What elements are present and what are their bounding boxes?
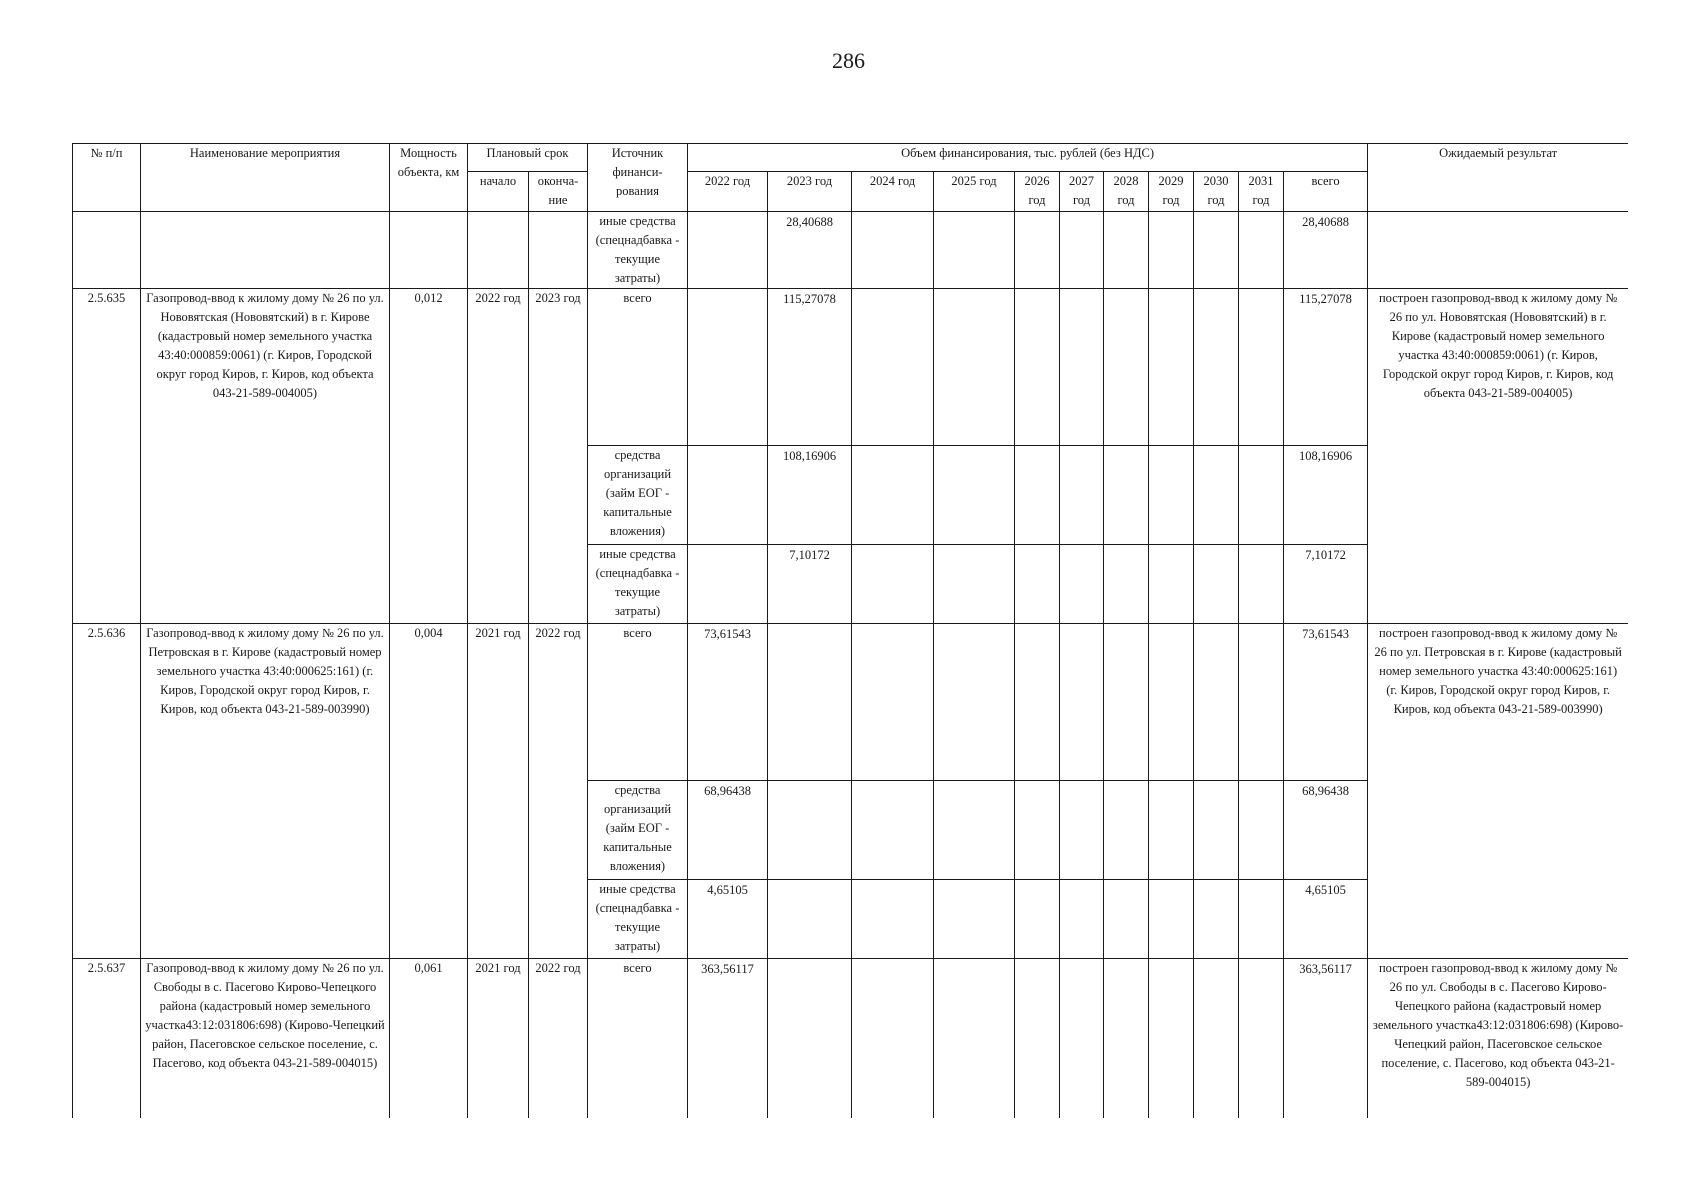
item-result: построен газопровод-ввод к жилому дому № 26 по ул. Петровская в г. Кирове (кадастровый номер земельного участка 43:40:000625:161) (г. Киров, Городской округ город Киров, г. Киров, код объекта 043-21-589-003990) xyxy=(1368,624,1628,959)
header-year-2023: 2023 год xyxy=(768,172,852,212)
item-name: Газопровод-ввод к жилому дому № 26 по ул. Нововятская (Нововятский) в г. Кирове (кадастровый номер земельного участка 43:40:000859:0061) (г. Киров, Городской округ город Киров, г. Киров, код объекта 043-21-589-004005) xyxy=(141,289,390,624)
header-result: Ожидаемый результат xyxy=(1368,144,1628,212)
header-year-2024: 2024 год xyxy=(852,172,934,212)
header-term: Плановый срок xyxy=(468,144,588,172)
value-2022: 4,65105 xyxy=(688,880,768,959)
item-name: Газопровод-ввод к жилому дому № 26 по ул. Свободы в с. Пасегово Кирово-Чепецкого района (кадастровый номер земельного участка43:12:031806:698) (Кирово-Чепецкий район, Пасеговское сельское поселение, с. Пасегово, код объекта 043-21-589-004015) xyxy=(141,959,390,1119)
header-year-2029: 2029 год xyxy=(1149,172,1194,212)
item-name: Газопровод-ввод к жилому дому № 26 по ул. Петровская в г. Кирове (кадастровый номер земельного участка 43:40:000625:161) (г. Киров, Городской округ город Киров, г. Киров, код объекта 043-21-589-003990) xyxy=(141,624,390,959)
header-year-2031: 2031 год xyxy=(1239,172,1284,212)
item-start: 2021 год xyxy=(468,959,529,1119)
header-end: оконча-ние xyxy=(529,172,588,212)
header-year-2028: 2028 год xyxy=(1104,172,1149,212)
page-number: 286 xyxy=(832,48,865,73)
header-funding: Объем финансирования, тыс. рублей (без НДС) xyxy=(688,144,1368,172)
value-2022: 73,61543 xyxy=(688,624,768,781)
value-2023 xyxy=(768,880,852,959)
value-2023 xyxy=(768,624,852,781)
value-2022: 363,56117 xyxy=(688,959,768,1119)
value-2022 xyxy=(688,446,768,545)
value-2023: 7,10172 xyxy=(768,545,852,624)
header-total: всего xyxy=(1284,172,1368,212)
funding-source: средства организаций (займ ЕОГ - капитальные вложения) xyxy=(588,781,688,880)
table-row xyxy=(73,212,1629,289)
funding-source: иные средства (спецнадбавка - текущие затраты) xyxy=(588,880,688,959)
item-number: 2.5.637 xyxy=(73,959,141,1119)
item-capacity: 0,012 xyxy=(390,289,468,624)
table-row xyxy=(73,624,1629,781)
header-capacity: Мощность объекта, км xyxy=(390,144,468,212)
item-start: 2021 год xyxy=(468,624,529,959)
funding-source: всего xyxy=(588,289,688,446)
header-name: Наименование мероприятия xyxy=(141,144,390,212)
value-2023: 115,27078 xyxy=(768,289,852,446)
value-total: 7,10172 xyxy=(1284,545,1368,624)
value-2022: 68,96438 xyxy=(688,781,768,880)
item-result: построен газопровод-ввод к жилому дому № 26 по ул. Нововятская (Нововятский) в г. Кирове (кадастровый номер земельного участка 43:40:000859:0061) (г. Киров, Городской округ город Киров, г. Киров, код объекта 043-21-589-004005) xyxy=(1368,289,1628,624)
value-total: 73,61543 xyxy=(1284,624,1368,781)
item-capacity: 0,061 xyxy=(390,959,468,1119)
item-end: 2023 год xyxy=(529,289,588,624)
table-container xyxy=(72,143,1628,1118)
funding-source: иные средства (спецнадбавка - текущие затраты) xyxy=(588,212,688,289)
value-total: 28,40688 xyxy=(1284,212,1368,289)
value-total: 115,27078 xyxy=(1284,289,1368,446)
item-result: построен газопровод-ввод к жилому дому № 26 по ул. Свободы в с. Пасегово Кирово-Чепецкого района (кадастровый номер земельного участка43:12:031806:698) (Кирово-Чепецкий район, Пасеговское сельское поселение, с. Пасегово, код объекта 043-21-589-004015) xyxy=(1368,959,1628,1119)
header-year-2027: 2027 год xyxy=(1060,172,1104,212)
value-2023: 108,16906 xyxy=(768,446,852,545)
header-year-2025: 2025 год xyxy=(934,172,1015,212)
header-year-2030: 2030 год xyxy=(1194,172,1239,212)
item-capacity: 0,004 xyxy=(390,624,468,959)
header-year-2026: 2026 год xyxy=(1015,172,1060,212)
value-2022 xyxy=(688,289,768,446)
item-number: 2.5.636 xyxy=(73,624,141,959)
table-row xyxy=(73,959,1629,1119)
table-row xyxy=(73,289,1629,446)
value-total: 68,96438 xyxy=(1284,781,1368,880)
value-2022 xyxy=(688,545,768,624)
item-number: 2.5.635 xyxy=(73,289,141,624)
funding-source: всего xyxy=(588,624,688,781)
funding-source: средства организаций (займ ЕОГ - капитальные вложения) xyxy=(588,446,688,545)
item-end: 2022 год xyxy=(529,959,588,1119)
funding-source: иные средства (спецнадбавка - текущие затраты) xyxy=(588,545,688,624)
value-total: 363,56117 xyxy=(1284,959,1368,1119)
header-num: № п/п xyxy=(73,144,141,212)
value-total: 4,65105 xyxy=(1284,880,1368,959)
value-2023 xyxy=(768,781,852,880)
funding-table xyxy=(72,143,1628,1118)
funding-source: всего xyxy=(588,959,688,1119)
item-end: 2022 год xyxy=(529,624,588,959)
header-source: Источник финанси-рования xyxy=(588,144,688,212)
value-2023 xyxy=(768,959,852,1119)
item-start: 2022 год xyxy=(468,289,529,624)
value-total: 108,16906 xyxy=(1284,446,1368,545)
header-start: начало xyxy=(468,172,529,212)
header-year-2022: 2022 год xyxy=(688,172,768,212)
value-2023: 28,40688 xyxy=(768,212,852,289)
